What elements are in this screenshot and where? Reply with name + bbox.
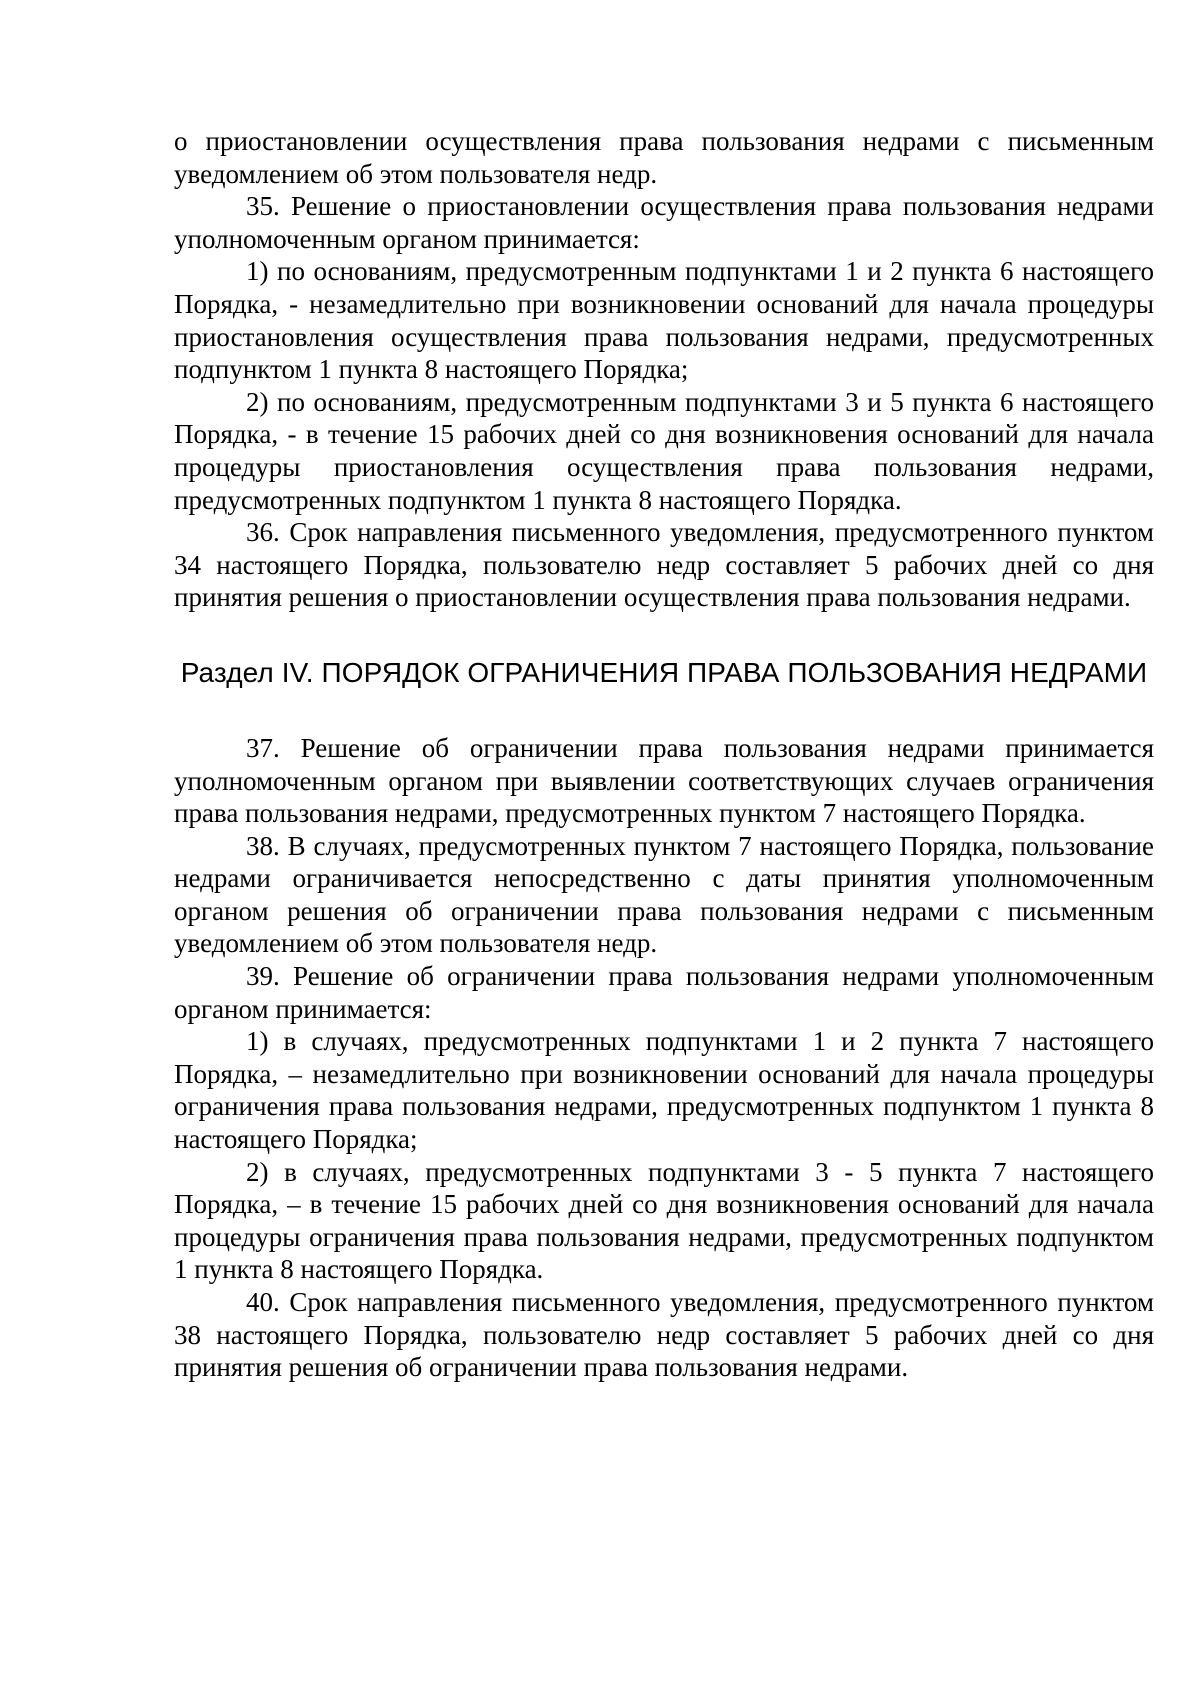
document-body (174, 125, 1154, 1384)
paragraph-block-1 (174, 125, 1154, 614)
paragraph-item-39: 39. Решение об ограничении права пользования недрами уполномоченным органом принимается: (174, 961, 1154, 1024)
paragraph-item-39-1: 1) в случаях, предусмотренных подпунктами 1 и 2 пункта 7 настоящего Порядка, – незамедлительно при возникновении оснований для начала процедуры ограничения права пользования недрами, предусмотренных подпунктом 1 пункта 8 настоящего Порядка; (174, 1026, 1154, 1155)
paragraph-item-35: 35. Решение о приостановлении осуществления права пользования недрами уполномоченным органом принимается: (174, 191, 1154, 254)
paragraph-item-35-1: 1) по основаниям, предусмотренным подпунктами 1 и 2 пункта 6 настоящего Порядка, - незамедлительно при возникновении оснований для начала процедуры приостановления осуществления права пользования недрами, предусмотренных подпунктом 1 пункта 8 настоящего Порядка; (174, 256, 1154, 385)
paragraph-item-40: 40. Срок направления письменного уведомления, предусмотренного пунктом 38 настоящего Порядка, пользователю недр составляет 5 рабочих дней со дня принятия решения об ограничении права пользования недрами. (174, 1287, 1154, 1383)
paragraph-item-35-2: 2) по основаниям, предусмотренным подпунктами 3 и 5 пункта 6 настоящего Порядка, - в течение 15 рабочих дней со дня возникновения оснований для начала процедуры приостановления осуществления права пользования недрами, предусмотренных подпунктом 1 пункта 8 настоящего Порядка. (174, 386, 1154, 515)
section-heading: Раздел IV. ПОРЯДОК ОГРАНИЧЕНИЯ ПРАВА ПОЛЬЗОВАНИЯ НЕДРАМИ (180, 656, 1148, 688)
paragraph-item-38: 38. В случаях, предусмотренных пунктом 7 настоящего Порядка, пользование недрами ограничивается непосредственно с даты принятия уполномоченным органом решения об ограничении права пользования недрами с письменным уведомлением об этом пользователя недр. (174, 830, 1154, 959)
paragraph-block-2 (174, 732, 1154, 1384)
paragraph-item-36: 36. Срок направления письменного уведомления, предусмотренного пунктом 34 настоящего Порядка, пользователю недр составляет 5 рабочих дней со дня принятия решения о приостановлении осуществления права пользования недрами. (174, 517, 1154, 613)
paragraph-continuation: о приостановлении осуществления права пользования недрами с письменным уведомлением об этом пользователя недр. (174, 126, 1154, 189)
paragraph-item-37: 37. Решение об ограничении права пользования недрами принимается уполномоченным органом при выявлении соответствующих случаев ограничения права пользования недрами, предусмотренных пунктом 7 настоящего Порядка. (174, 732, 1154, 829)
paragraph-item-39-2: 2) в случаях, предусмотренных подпунктами 3 - 5 пункта 7 настоящего Порядка, – в течение 15 рабочих дней со дня возникновения оснований для начала процедуры ограничения права пользования недрами, предусмотренных подпунктом 1 пункта 8 настоящего Порядка. (174, 1156, 1154, 1285)
